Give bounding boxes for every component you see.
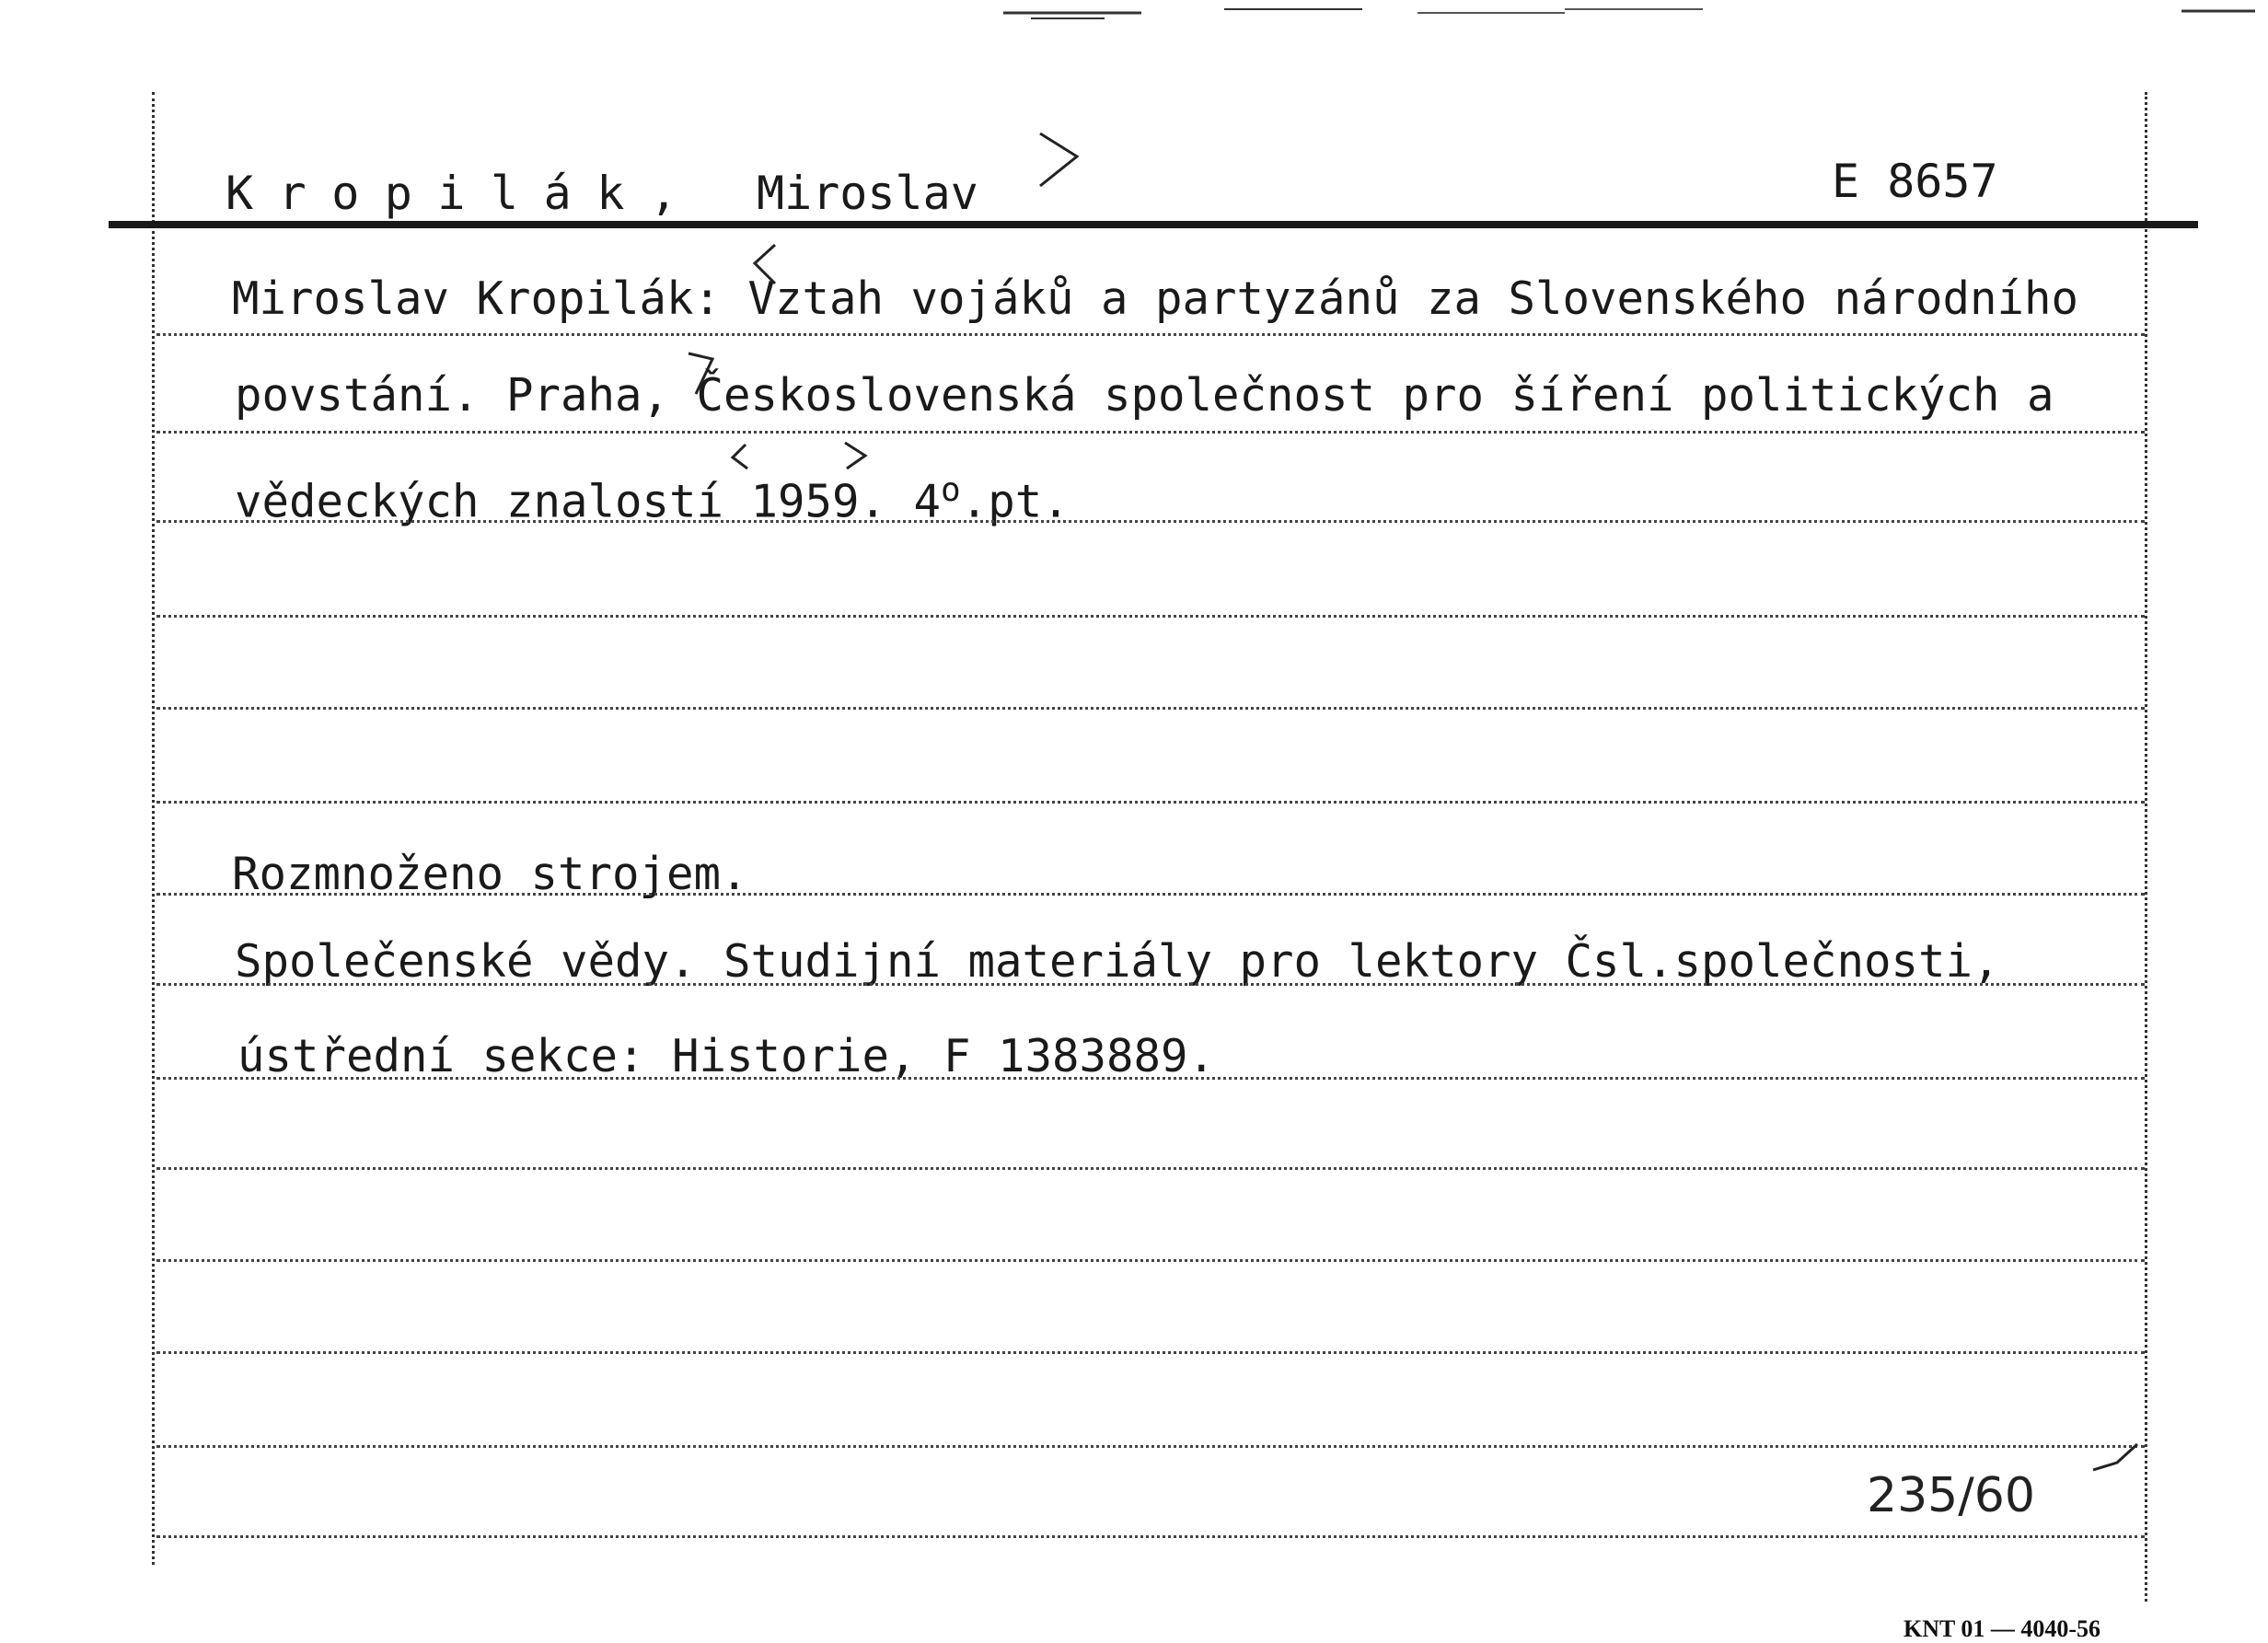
ruled-line bbox=[156, 707, 2145, 710]
hand-bracket-open-1 bbox=[747, 241, 784, 296]
footer-code: KNT 01 — 4040-56 bbox=[1904, 1615, 2101, 1642]
entry-line-3-end: .pt. bbox=[960, 475, 1070, 528]
ruled-line bbox=[156, 893, 2145, 896]
scan-marks-top bbox=[0, 0, 2268, 37]
call-number: E 8657 bbox=[1832, 155, 1998, 208]
ruled-line bbox=[156, 801, 2145, 804]
hand-bracket-marks-2 bbox=[727, 437, 874, 492]
ruled-line bbox=[156, 1167, 2145, 1170]
entry-line-1: Miroslav Kropilák: Vztah vojáků a partyzánů za Slovenského národního bbox=[232, 272, 2079, 325]
entry-line-2: povstání. Praha, Československá společnost pro šíření politických a bbox=[235, 369, 2054, 422]
note-line-2: Společenské vědy. Studijní materiály pro lektory Čsl.společnosti, bbox=[235, 935, 2000, 988]
hand-tick-mark bbox=[2089, 1441, 2145, 1477]
ruled-line bbox=[156, 1535, 2145, 1538]
ruled-line bbox=[156, 1351, 2145, 1354]
heading-rule bbox=[109, 221, 2198, 228]
ruled-line bbox=[156, 1077, 2145, 1080]
hand-bracket-close-1 bbox=[683, 350, 720, 405]
note-line-1: Rozmnoženo strojem. bbox=[232, 848, 748, 900]
handwritten-number: 235/60 bbox=[1867, 1468, 2035, 1523]
entry-line-3-text: vědeckých znalostí 1959. 4 bbox=[235, 475, 942, 528]
entry-line-3 bbox=[235, 471, 1070, 528]
left-border bbox=[152, 92, 155, 1565]
ruled-line bbox=[156, 615, 2145, 618]
note-line-3: ústřední sekce: Historie, F 1383889. bbox=[237, 1030, 1216, 1082]
ruled-line bbox=[156, 333, 2145, 336]
entry-line-3-superscript: o bbox=[941, 471, 961, 509]
hand-check-mark bbox=[1036, 129, 1091, 193]
right-border bbox=[2145, 92, 2147, 1602]
ruled-line bbox=[156, 983, 2145, 986]
ruled-line bbox=[156, 1445, 2145, 1448]
ruled-line bbox=[156, 520, 2145, 523]
ruled-line bbox=[156, 431, 2145, 434]
heading-given-name: Miroslav bbox=[757, 167, 978, 220]
heading-surname: Kropilák, bbox=[226, 167, 703, 220]
ruled-line bbox=[156, 1259, 2145, 1262]
